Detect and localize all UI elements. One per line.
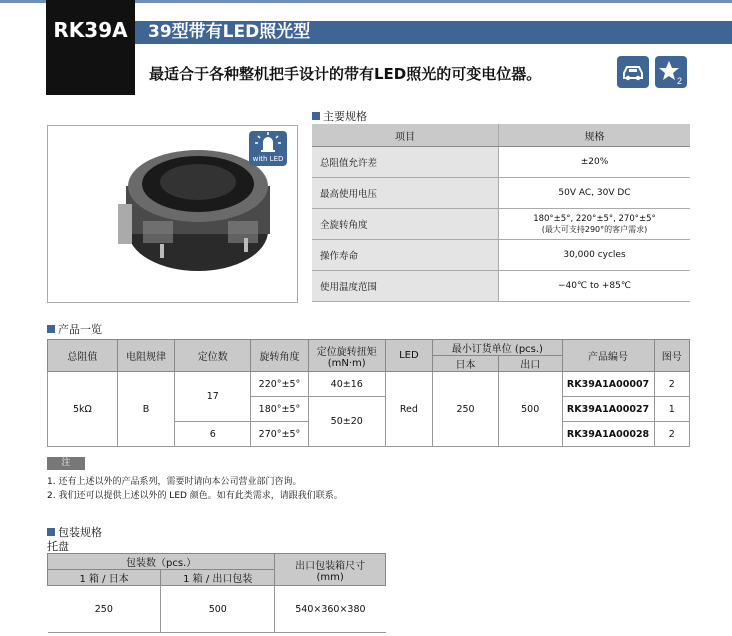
col-torque-unit: (mN·m) (327, 357, 366, 369)
col-pack-japan: 1 箱 / 日本 (48, 570, 161, 586)
led-badge-label: with LED (252, 155, 284, 163)
spec-col-item: 项目 (312, 124, 499, 147)
spec-row (312, 209, 690, 240)
col-pack-export: 1 箱 / 出口包装 (161, 570, 275, 586)
automotive-icon (617, 56, 649, 88)
cell-detents: 6 (175, 422, 251, 447)
section-marker (312, 112, 320, 120)
cell-rotation: 220°±5° (251, 372, 309, 397)
cell-fig: 2 (654, 372, 689, 397)
spec-heading (312, 108, 367, 124)
col-torque-label: 定位旋转扭矩 (316, 346, 377, 358)
packaging-header-row (48, 554, 386, 570)
product-list-table (47, 339, 690, 447)
product-description: 最适合于各种整机把手设计的带有LED照光的可变电位器。 (149, 65, 542, 83)
col-torque (308, 340, 385, 372)
col-pack-qty: 包装数（pcs.） (48, 554, 275, 570)
spec-value: 50V AC, 30V DC (499, 178, 691, 209)
cell-rotation: 270°±5° (251, 422, 309, 447)
col-box-size (275, 554, 386, 586)
cell-resistance: 5kΩ (48, 372, 118, 447)
star-badge-number: 2 (677, 76, 683, 86)
spec-key: 最高使用电压 (312, 178, 499, 209)
star-rating-icon (655, 56, 687, 88)
cell-detents: 17 (175, 372, 251, 422)
cell-pack-export: 500 (161, 586, 275, 633)
packaging-table (47, 553, 386, 633)
col-detents: 定位数 (175, 340, 251, 372)
cell-rotation: 180°±5° (251, 397, 309, 422)
cell-fig: 1 (654, 397, 689, 422)
spec-key: 全旋转角度 (312, 209, 499, 240)
spec-row (312, 271, 690, 302)
col-resistance: 总阻值 (48, 340, 118, 372)
cell-pack-japan: 250 (48, 586, 161, 633)
led-bulb-icon (249, 131, 287, 153)
cell-code: RK39A1A00028 (562, 422, 654, 447)
spec-row (312, 147, 690, 178)
spec-value: −40℃ to +85℃ (499, 271, 691, 302)
col-moq-export: 出口 (498, 356, 562, 372)
col-moq: 最小订货单位 (pcs.) (433, 340, 562, 356)
note-line: 2. 我们还可以提供上述以外的 LED 颜色。如有此类需求，请跟我们联系。 (47, 491, 343, 501)
cell-torque: 40±16 (308, 372, 385, 397)
col-box-size-label: 出口包装箱尺寸 (295, 560, 366, 572)
product-list-heading (47, 321, 102, 337)
col-fig: 图号 (654, 340, 689, 372)
col-moq-japan: 日本 (433, 356, 499, 372)
spec-table (312, 124, 690, 302)
section-marker (47, 528, 55, 536)
product-row (48, 372, 690, 397)
spec-header-row (312, 124, 690, 147)
col-led: LED (385, 340, 433, 372)
cell-taper: B (117, 372, 175, 447)
col-rotation: 旋转角度 (251, 340, 309, 372)
packaging-heading-text: 包装规格 (58, 526, 102, 539)
col-box-size-unit: (mm) (316, 571, 344, 583)
spec-row (312, 240, 690, 271)
col-code: 产品编号 (562, 340, 654, 372)
product-header-row (48, 340, 690, 356)
spec-col-spec: 规格 (499, 124, 691, 147)
spec-key: 使用温度范围 (312, 271, 499, 302)
cell-moq-japan: 250 (433, 372, 499, 447)
spec-value-note: (最大可支持290°的客户需求) (541, 224, 648, 234)
led-badge (249, 131, 287, 166)
cell-torque: 50±20 (308, 397, 385, 447)
spec-heading-text: 主要规格 (323, 110, 367, 123)
notes-tag: 注 (47, 457, 85, 470)
page-title: 39型带有LED照光型 (148, 22, 311, 42)
header-model-block (46, 0, 135, 95)
col-taper: 电阻规律 (117, 340, 175, 372)
cell-moq-export: 500 (498, 372, 562, 447)
product-list-heading-text: 产品一览 (58, 323, 102, 336)
cell-fig: 2 (654, 422, 689, 447)
spec-value (499, 209, 691, 240)
note-line: 1. 还有上述以外的产品系列，需要时请向本公司营业部门咨询。 (47, 477, 302, 487)
cell-box-size: 540×360×380 (275, 586, 386, 633)
spec-value: 30,000 cycles (499, 240, 691, 271)
cell-code: RK39A1A00007 (562, 372, 654, 397)
spec-value-line: 180°±5°, 220°±5°, 270°±5° (533, 213, 656, 224)
section-marker (47, 325, 55, 333)
packaging-row (48, 586, 386, 633)
spec-key: 操作寿命 (312, 240, 499, 271)
cell-code: RK39A1A00027 (562, 397, 654, 422)
model-name: RK39A (53, 18, 128, 42)
spec-row (312, 178, 690, 209)
cell-led: Red (385, 372, 433, 447)
packaging-subheading: 托盘 (47, 540, 69, 553)
spec-value: ±20% (499, 147, 691, 178)
spec-key: 总阻值允许差 (312, 147, 499, 178)
